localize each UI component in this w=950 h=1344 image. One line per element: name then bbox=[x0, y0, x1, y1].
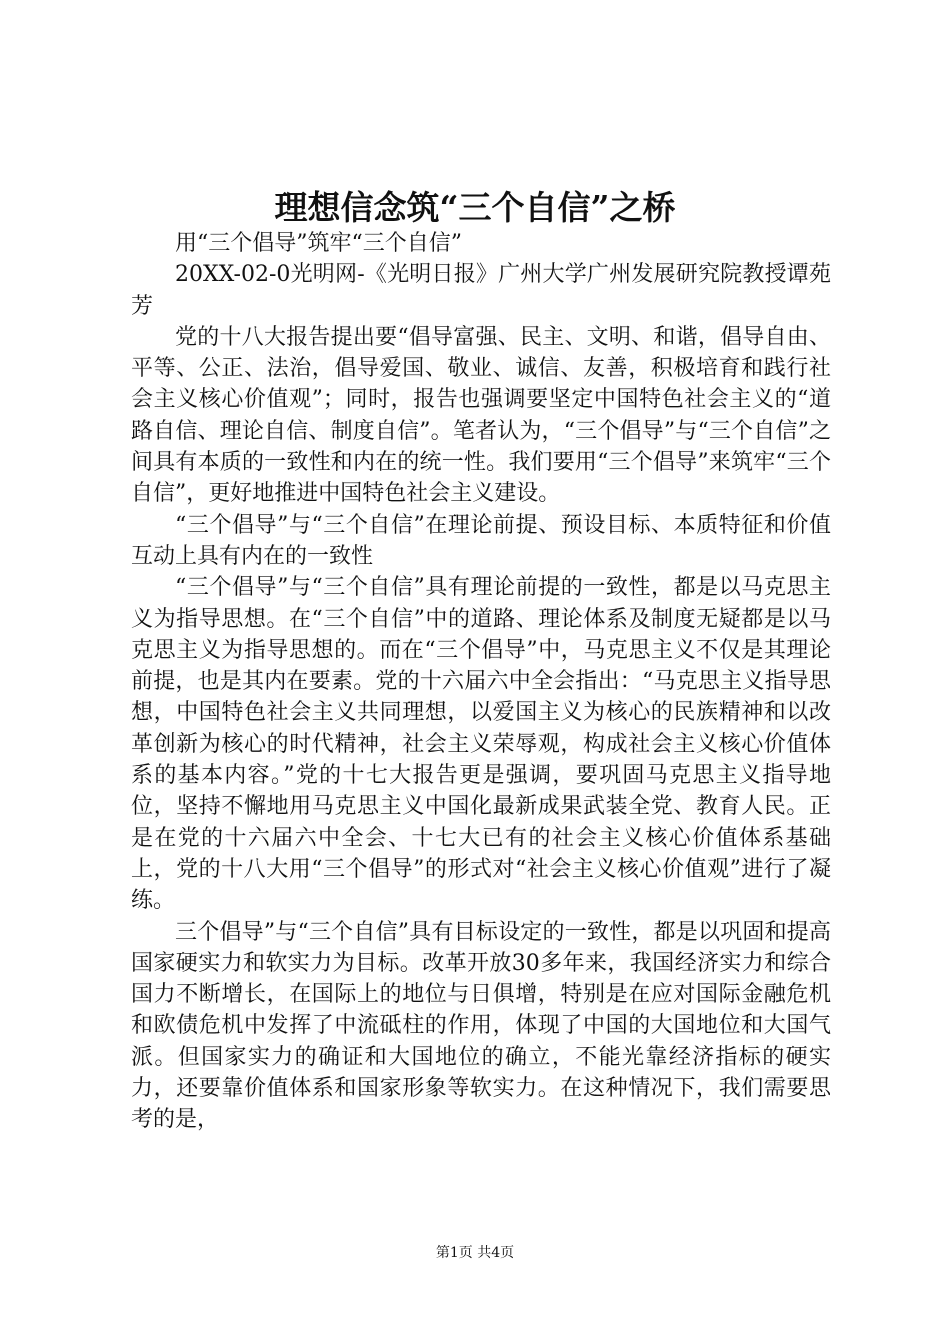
section-heading-paragraph: “三个倡导”与“三个自信”在理论前提、预设目标、本质特征和价值互动上具有内在的一致性 bbox=[131, 512, 831, 569]
body-paragraph: 党的十八大报告提出要“倡导富强、民主、文明、和谐，倡导自由、平等、公正、法治，倡导爱国、敬业、诚信、友善，积极培育和践行社会主义核心价值观”；同时，报告也强调要坚定中国特色社会主义的“道路自信、理论自信、制度自信”。笔者认为，“三个倡导”与“三个自信”之间具有本质的一致性和内在的统一性。我们要用“三个倡导”来筑牢“三个自信”，更好地推进中国特色社会主义建设。 bbox=[131, 324, 831, 507]
subtitle-paragraph: 用“三个倡导”筑牢“三个自信” bbox=[175, 231, 462, 256]
source-paragraph: 20XX-02-0光明网-《光明日报》广州大学广州发展研究院教授谭苑芳 bbox=[131, 262, 831, 319]
page-number-label: 第1页 共4页 bbox=[435, 1245, 515, 1261]
document-body bbox=[131, 228, 831, 1136]
body-paragraph: “三个倡导”与“三个自信”具有理论前提的一致性，都是以马克思主义为指导思想。在“三个自信”中的道路、理论体系及制度无疑都是以马克思主义为指导思想的。而在“三个倡导”中，马克思主义不仅是其理论前提，也是其内在要素。党的十六届六中全会指出：“马克思主义指导思想，中国特色社会主义共同理想，以爱国主义为核心的民族精神和以改革创新为核心的时代精神，社会主义荣辱观，构成社会主义核心价值体系的基本内容。”党的十七大报告更是强调，要巩固马克思主义指导地位，坚持不懈地用马克思主义中国化最新成果武装全党、教育人民。正是在党的十六届六中全会、十七大已有的社会主义核心价值体系基础上，党的十八大用“三个倡导”的形式对“社会主义核心价值观”进行了凝练。 bbox=[131, 575, 831, 914]
document-title: 理想信念筑“三个自信”之桥 bbox=[274, 188, 676, 227]
body-paragraph: 三个倡导”与“三个自信”具有目标设定的一致性，都是以巩固和提高国家硬实力和软实力为目标。改革开放30多年来，我国经济实力和综合国力不断增长，在国际上的地位与日俱增，特别是在应对国际金融危机和欧债危机中发挥了中流砥柱的作用，体现了中国的大国地位和大国气派。但国家实力的确证和大国地位的确立，不能光靠经济指标的硬实力，还要靠价值体系和国家形象等软实力。在这种情况下，我们需要思考的是， bbox=[131, 919, 831, 1133]
page-footer bbox=[0, 1243, 950, 1263]
